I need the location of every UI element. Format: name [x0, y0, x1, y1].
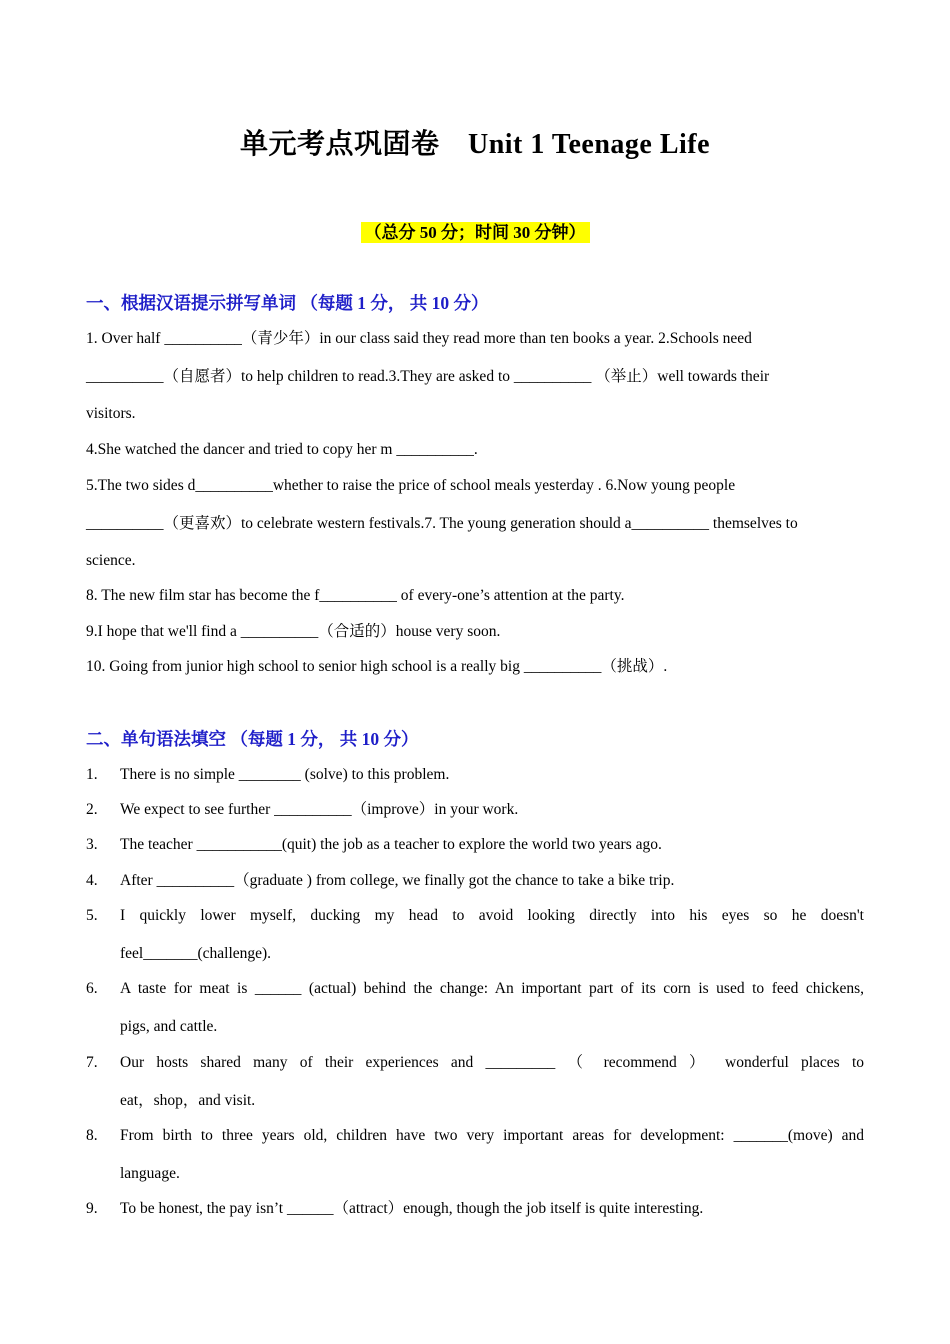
item-number: 2.	[86, 801, 98, 818]
list-item	[86, 1117, 864, 1192]
list-item	[86, 1044, 864, 1119]
item-number: 8.	[86, 1127, 98, 1144]
item-line: The teacher ___________(quit) the job as a teacher to explore the world two years ago.	[120, 836, 662, 853]
paragraph-line: visitors.	[86, 405, 136, 422]
item-line: We expect to see further __________（improve）in your work.	[120, 801, 519, 818]
page-title: 单元考点巩固卷 Unit 1 Teenage Life	[239, 129, 711, 160]
list-item	[86, 756, 864, 794]
item-line: There is no simple ________ (solve) to this problem.	[120, 766, 450, 783]
item-number: 5.	[86, 907, 98, 924]
section-1-item-4: 4.She watched the dancer and tried to copy her m __________.	[86, 441, 478, 458]
item-text	[120, 791, 864, 829]
item-line: language.	[120, 1164, 180, 1182]
paragraph-line: 5.The two sides d__________whether to raise the price of school meals yesterday . 6.Now young people	[86, 477, 736, 494]
item-number: 3.	[86, 836, 98, 853]
list-item	[86, 970, 864, 1045]
list-item	[86, 897, 864, 972]
item-line: A taste for meat is ______ (actual) behind the change: An important part of its corn is used to feed chickens,	[120, 980, 864, 997]
section-1-paragraph-1	[86, 320, 864, 433]
item-line: From birth to three years old, children have two very important areas for development: _______(move) and	[120, 1127, 864, 1144]
item-text	[120, 970, 864, 1045]
list-item	[86, 791, 864, 829]
list-item	[86, 826, 864, 864]
item-text	[120, 756, 864, 794]
item-line: pigs, and cattle.	[120, 1017, 218, 1035]
item-number: 6.	[86, 980, 98, 997]
section-1-item-9: 9.I hope that we'll find a __________（合适的）house very soon.	[86, 623, 501, 640]
score-time-subtitle: （总分 50 分；时间 30 分钟）	[361, 222, 590, 243]
item-text	[120, 1190, 864, 1228]
section-2-heading: 二、单句语法填空 （每题 1 分， 共 10 分）	[86, 729, 419, 749]
item-number: 4.	[86, 872, 98, 889]
item-line: eat，shop，and visit.	[120, 1091, 256, 1109]
list-item	[86, 862, 864, 900]
section-1-paragraph-5	[86, 467, 864, 580]
list-item	[86, 1190, 864, 1228]
item-text	[120, 897, 864, 972]
paragraph-line: __________（更喜欢）to celebrate western festivals.7. The young generation should a__________ themselves to	[86, 514, 798, 532]
paragraph-line: science.	[86, 552, 136, 569]
item-line: Our hosts shared many of their experiences and _________ （ recommend ） wonderful places to	[120, 1054, 864, 1071]
item-line: I quickly lower myself, ducking my head to avoid looking directly into his eyes so he doesn't	[120, 907, 864, 924]
item-number: 1.	[86, 766, 98, 783]
section-1-item-8: 8. The new film star has become the f__________ of every-one’s attention at the party.	[86, 587, 625, 604]
item-number: 9.	[86, 1200, 98, 1217]
item-line: After __________（graduate ) from college, we finally got the chance to take a bike trip.	[120, 872, 675, 889]
item-text	[120, 1117, 864, 1192]
section-1-item-10: 10. Going from junior high school to senior high school is a really big __________（挑战）.	[86, 658, 668, 675]
paragraph-line: __________（自愿者）to help children to read.3.They are asked to __________ （举止）well towards their	[86, 367, 770, 385]
item-text	[120, 1044, 864, 1119]
item-line: To be honest, the pay isn’t ______（attract）enough, though the job itself is quite interesting.	[120, 1200, 704, 1217]
item-text	[120, 862, 864, 900]
section-1-heading: 一、根据汉语提示拼写单词 （每题 1 分， 共 10 分）	[86, 293, 489, 313]
subtitle-wrapper	[0, 218, 950, 243]
item-line: feel_______(challenge).	[120, 944, 272, 962]
item-number: 7.	[86, 1054, 98, 1071]
paragraph-line: 1. Over half __________（青少年）in our class said they read more than ten books a year. 2.Schools need	[86, 330, 752, 347]
item-text	[120, 826, 864, 864]
